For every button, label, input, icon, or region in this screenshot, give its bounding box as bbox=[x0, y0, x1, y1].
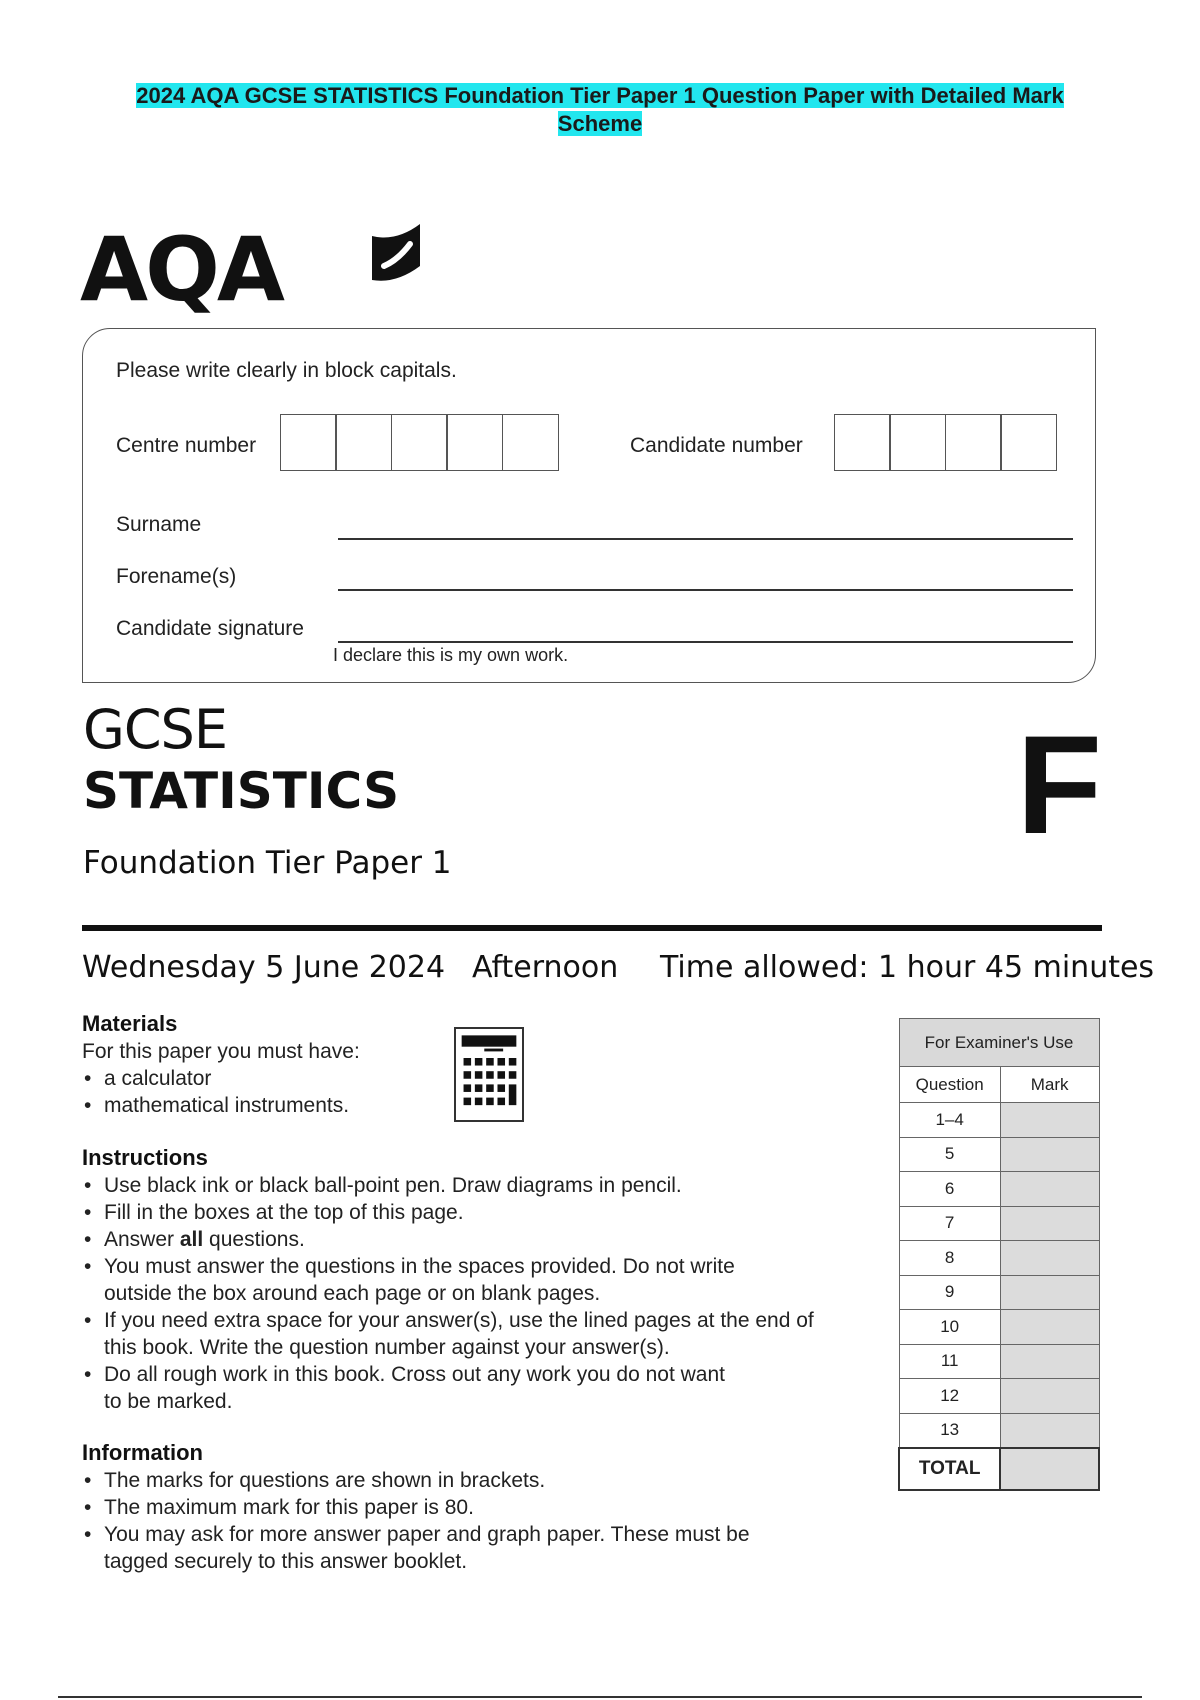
exam-session: Afternoon bbox=[472, 950, 619, 985]
time-allowed: Time allowed: 1 hour 45 minutes bbox=[660, 950, 1155, 985]
instruction-line: to be marked. bbox=[104, 1390, 233, 1413]
mark-cell[interactable] bbox=[1000, 1344, 1099, 1379]
centre-digit-box[interactable] bbox=[446, 414, 503, 471]
candidate-number-label: Candidate number bbox=[630, 434, 803, 457]
block-capitals-instruction: Please write clearly in block capitals. bbox=[116, 359, 457, 382]
centre-number-label: Centre number bbox=[116, 434, 257, 457]
table-row bbox=[899, 1206, 1099, 1241]
information-item: • The marks for questions are shown in brackets. bbox=[82, 1467, 750, 1494]
mark-cell[interactable] bbox=[1000, 1206, 1099, 1241]
title-divider bbox=[82, 925, 1102, 931]
aqa-logo-text: AQA bbox=[80, 218, 283, 321]
question-number: 7 bbox=[899, 1206, 1000, 1241]
table-row bbox=[899, 1275, 1099, 1310]
mark-cell[interactable] bbox=[1000, 1275, 1099, 1310]
materials-intro: For this paper you must have: bbox=[82, 1040, 360, 1063]
centre-digit-box[interactable] bbox=[280, 414, 337, 471]
declaration-text: I declare this is my own work. bbox=[333, 645, 569, 665]
instruction-item bbox=[82, 1307, 814, 1361]
candidate-digit-box[interactable] bbox=[1000, 414, 1057, 471]
information-item bbox=[82, 1521, 750, 1575]
surname-line[interactable] bbox=[338, 538, 1073, 540]
mark-column-header: Mark bbox=[1000, 1067, 1099, 1103]
mark-cell[interactable] bbox=[1000, 1310, 1099, 1345]
question-column-header: Question bbox=[899, 1067, 1000, 1103]
candidate-digit-box[interactable] bbox=[834, 414, 891, 471]
information-item: • The maximum mark for this paper is 80. bbox=[82, 1494, 750, 1521]
subject-title: STATISTICS bbox=[83, 762, 400, 820]
footer-rule bbox=[58, 1696, 1142, 1698]
centre-digit-box[interactable] bbox=[502, 414, 559, 471]
centre-digit-box[interactable] bbox=[391, 414, 448, 471]
materials-list bbox=[82, 1065, 349, 1119]
table-row bbox=[899, 1137, 1099, 1172]
information-line: tagged securely to this answer booklet. bbox=[104, 1550, 468, 1573]
materials-item: • mathematical instruments. bbox=[82, 1092, 349, 1119]
instruction-line: Do all rough work in this book. Cross out any work you do not want bbox=[104, 1363, 725, 1386]
mark-cell[interactable] bbox=[1000, 1103, 1099, 1138]
document-banner bbox=[60, 82, 1140, 138]
instruction-item: • Use black ink or black ball-point pen. Draw diagrams in pencil. bbox=[82, 1172, 814, 1199]
mark-cell[interactable] bbox=[1000, 1137, 1099, 1172]
candidate-details-box bbox=[82, 328, 1096, 683]
qualification-title: GCSE bbox=[83, 698, 227, 761]
question-number: 5 bbox=[899, 1137, 1000, 1172]
instruction-item: • Fill in the boxes at the top of this page. bbox=[82, 1199, 814, 1226]
centre-digit-box[interactable] bbox=[335, 414, 392, 471]
information-list bbox=[82, 1467, 750, 1575]
materials-heading: Materials bbox=[82, 1011, 178, 1036]
examiners-use-title: For Examiner's Use bbox=[899, 1019, 1099, 1067]
question-number: 11 bbox=[899, 1344, 1000, 1379]
mark-cell[interactable] bbox=[1000, 1379, 1099, 1414]
examiners-use-table bbox=[898, 1018, 1100, 1491]
instruction-line: outside the box around each page or on blank pages. bbox=[104, 1282, 601, 1305]
aqa-flag-icon bbox=[366, 222, 424, 284]
mark-cell[interactable] bbox=[1000, 1172, 1099, 1207]
question-number: 1–4 bbox=[899, 1103, 1000, 1138]
table-row bbox=[899, 1413, 1099, 1448]
surname-label: Surname bbox=[116, 513, 202, 536]
instructions-list bbox=[82, 1172, 814, 1415]
information-heading: Information bbox=[82, 1440, 203, 1465]
instructions-heading: Instructions bbox=[82, 1145, 208, 1170]
instruction-line: You must answer the questions in the spaces provided. Do not write bbox=[104, 1255, 735, 1278]
calculator-icon bbox=[454, 1027, 524, 1122]
paper-title: Foundation Tier Paper 1 bbox=[83, 845, 452, 881]
centre-number-boxes[interactable] bbox=[281, 414, 559, 471]
candidate-digit-box[interactable] bbox=[889, 414, 946, 471]
forename-line[interactable] bbox=[338, 589, 1073, 591]
instruction-item bbox=[82, 1253, 814, 1307]
banner-line-1: 2024 AQA GCSE STATISTICS Foundation Tier Paper 1 Question Paper with Detailed Mark bbox=[136, 83, 1064, 108]
signature-label: Candidate signature bbox=[116, 617, 304, 640]
answer-bold: all bbox=[179, 1228, 204, 1251]
question-number: 8 bbox=[899, 1241, 1000, 1276]
forename-label: Forename(s) bbox=[116, 565, 237, 588]
table-row bbox=[899, 1344, 1099, 1379]
candidate-digit-box[interactable] bbox=[945, 414, 1002, 471]
total-mark-cell[interactable] bbox=[1000, 1448, 1099, 1490]
table-row bbox=[899, 1172, 1099, 1207]
mark-cell[interactable] bbox=[1000, 1241, 1099, 1276]
instruction-line: If you need extra space for your answer(s), use the lined pages at the end of bbox=[104, 1309, 814, 1332]
question-number: 13 bbox=[899, 1413, 1000, 1448]
question-number: 6 bbox=[899, 1172, 1000, 1207]
answer-prefix: Answer bbox=[104, 1228, 180, 1251]
tier-letter: F bbox=[1016, 706, 1102, 863]
table-row bbox=[899, 1310, 1099, 1345]
candidate-number-boxes[interactable] bbox=[835, 414, 1057, 471]
information-line: You may ask for more answer paper and graph paper. These must be bbox=[104, 1523, 750, 1546]
signature-line[interactable] bbox=[338, 641, 1073, 643]
question-number: 9 bbox=[899, 1275, 1000, 1310]
materials-item: • a calculator bbox=[82, 1065, 349, 1092]
exam-date: Wednesday 5 June 2024 bbox=[82, 950, 446, 985]
question-number: 10 bbox=[899, 1310, 1000, 1345]
total-row bbox=[899, 1448, 1099, 1490]
instruction-item bbox=[82, 1226, 814, 1253]
mark-cell[interactable] bbox=[1000, 1413, 1099, 1448]
table-row bbox=[899, 1103, 1099, 1138]
table-row bbox=[899, 1379, 1099, 1414]
instruction-line: this book. Write the question number against your answer(s). bbox=[104, 1336, 670, 1359]
table-row bbox=[899, 1241, 1099, 1276]
instruction-item bbox=[82, 1361, 814, 1415]
banner-line-2: Scheme bbox=[557, 111, 643, 136]
total-label: TOTAL bbox=[899, 1448, 1000, 1490]
answer-suffix: questions. bbox=[203, 1228, 305, 1251]
aqa-logo bbox=[80, 218, 283, 321]
question-number: 12 bbox=[899, 1379, 1000, 1414]
